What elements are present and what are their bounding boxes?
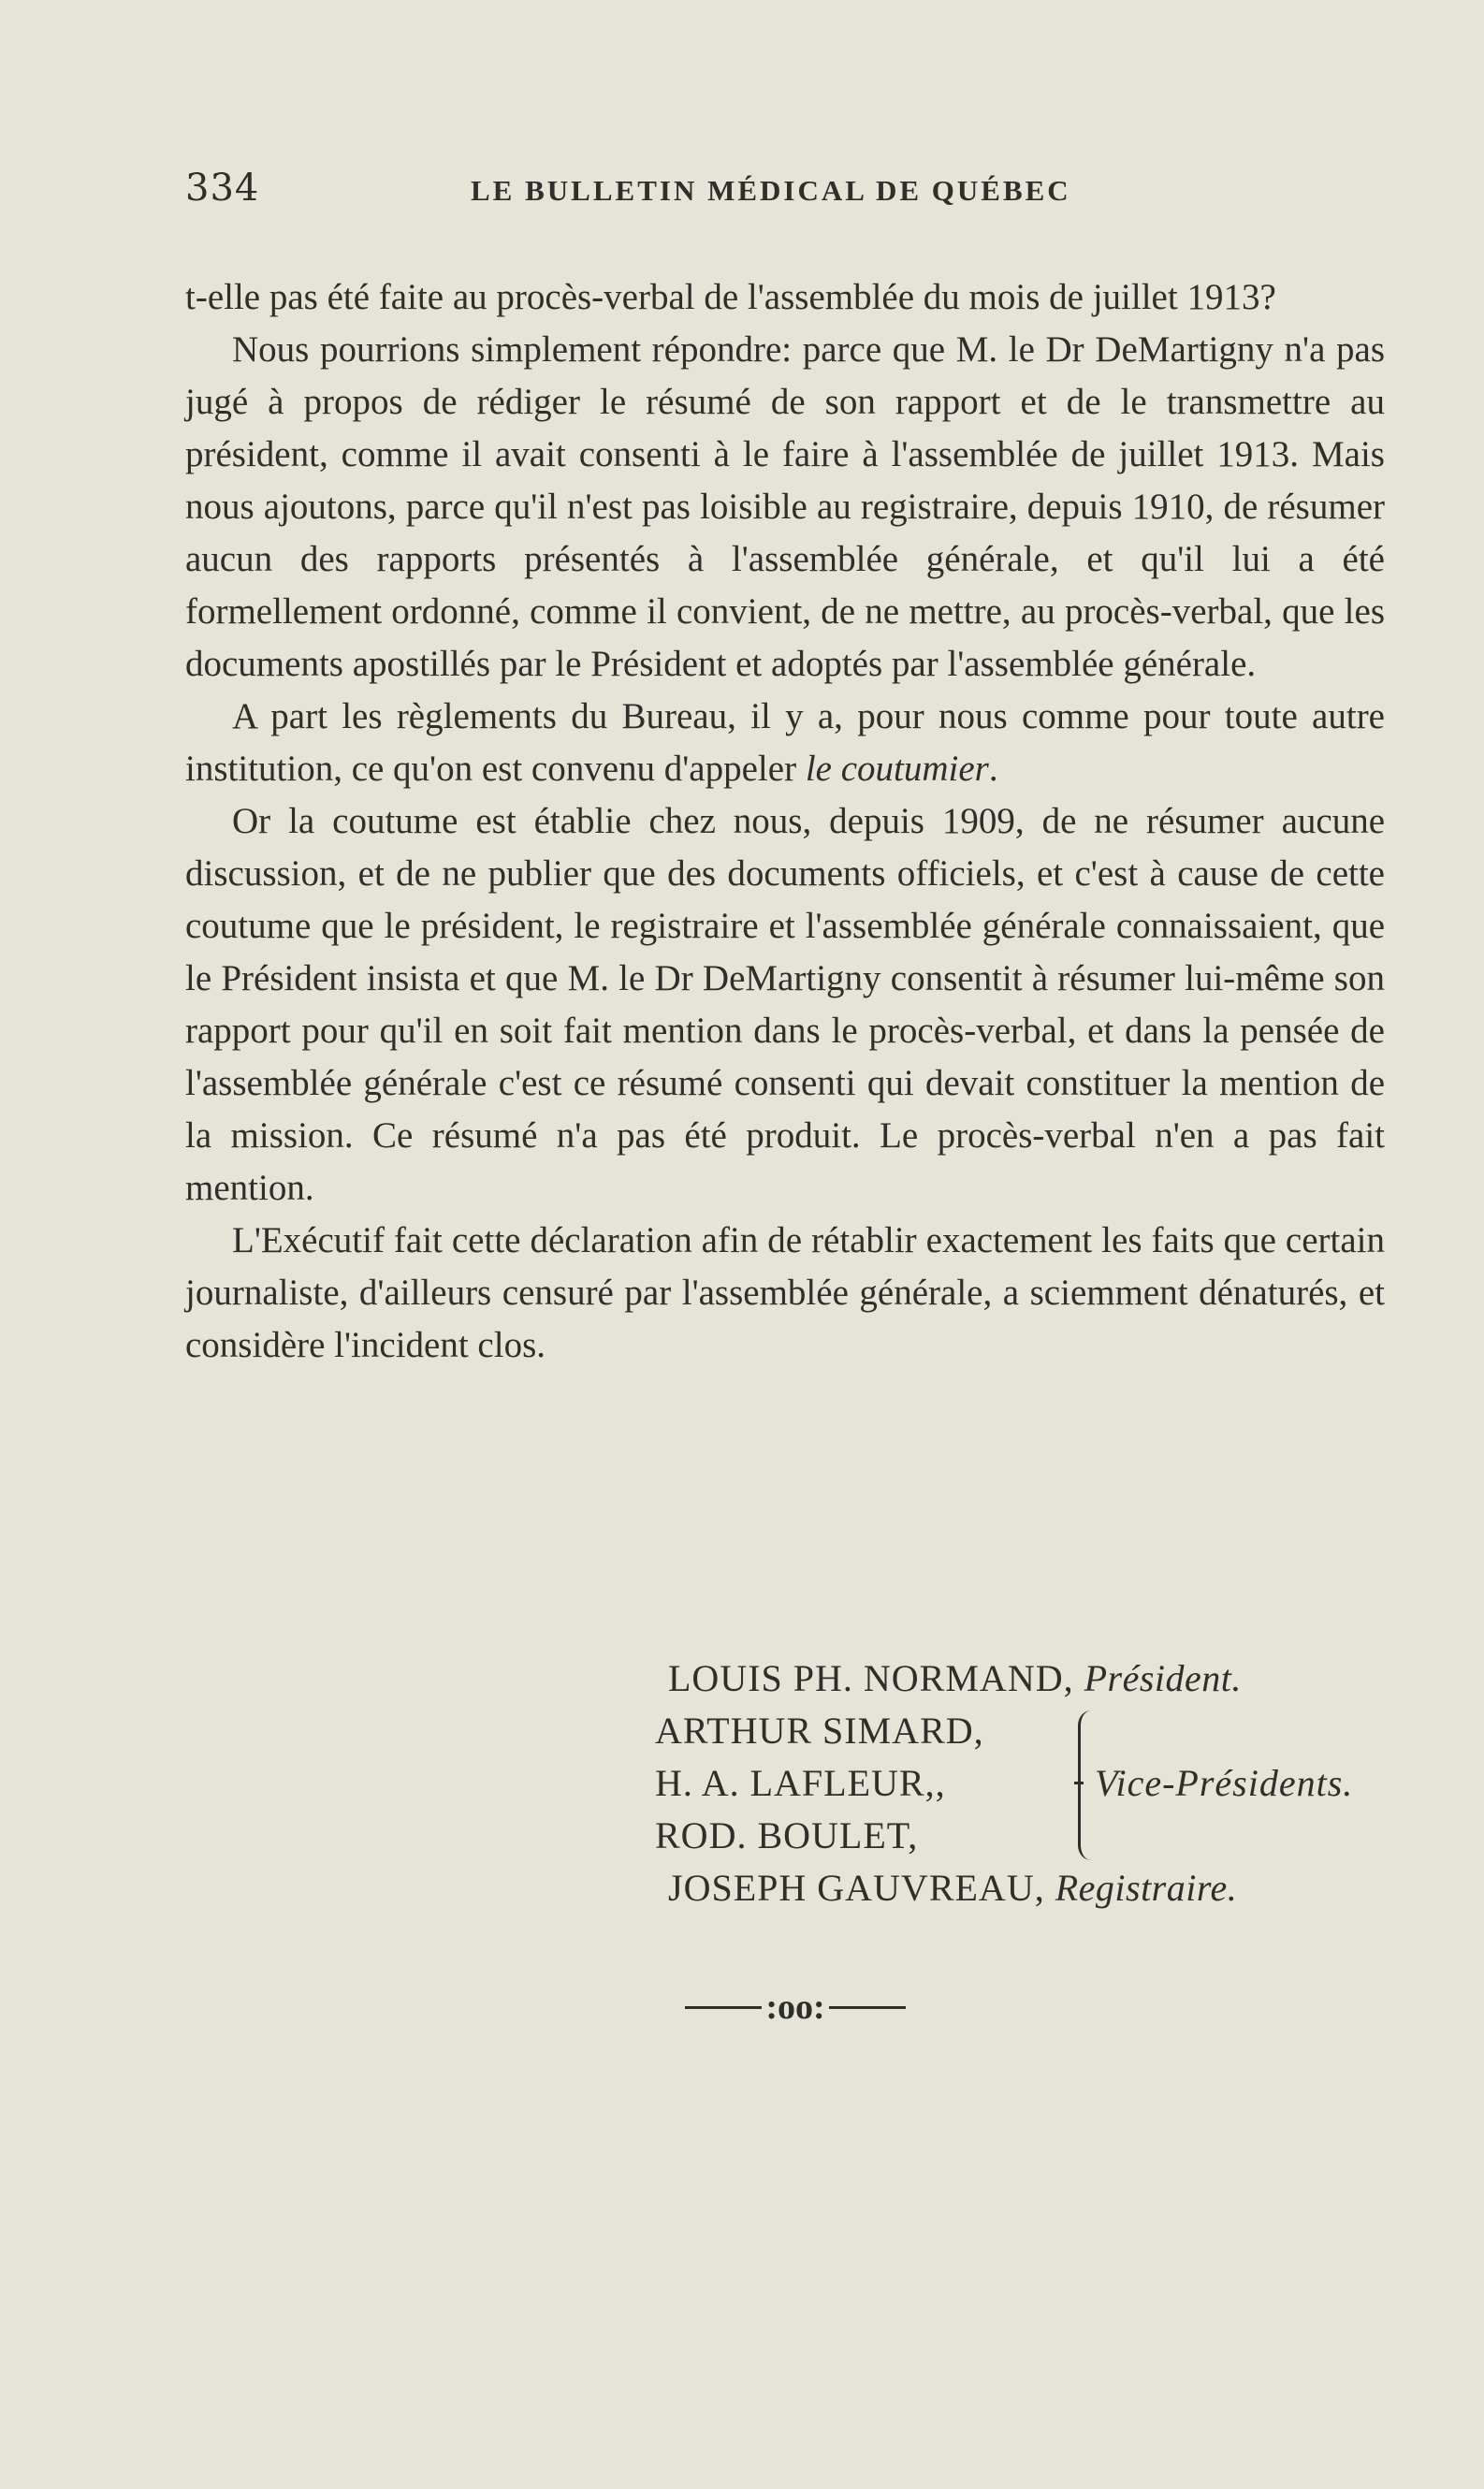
page-header — [185, 167, 1383, 223]
brace-tip — [1074, 1782, 1084, 1784]
signature-registrar — [668, 1862, 1237, 1914]
vice-presidents-brace — [1078, 1710, 1094, 1860]
president-title: Président. — [1084, 1657, 1242, 1699]
paragraph-3-end: . — [988, 749, 998, 789]
signature-vice-3: ROD. BOULET, — [655, 1814, 919, 1856]
registrar-title: Registraire. — [1055, 1867, 1238, 1909]
signature-vice-1: ARTHUR SIMARD, — [655, 1710, 984, 1752]
vice-presidents-title: Vice-Présidents. — [1095, 1762, 1354, 1804]
signature-president — [668, 1652, 1242, 1705]
ornament-glyph: :oo: — [765, 1987, 825, 2027]
ornament-rule-left — [685, 2006, 762, 2009]
page-number: 334 — [185, 167, 260, 210]
body-text — [185, 271, 1385, 1372]
paragraph-4: Or la coutume est établie chez nous, depuis 1909, de ne résumer aucune discussion, et de ne publier que des documents officiels, et c'est à cause de cette coutume que le président, le registraire et l'assemblée générale connaissaient, que le Président insista et que M. le Dr DeMartigny consentit à résumer lui-même son rapport pour qu'il en soit fait mention dans le procès-verbal, et dans la pensée de l'assemblée générale c'est ce résumé consenti qui devait constituer la mention de la mission. Ce résumé n'a pas été produit. Le procès-verbal n'en a pas fait mention. — [185, 801, 1385, 1208]
paragraph-1: t-elle pas été faite au procès-verbal de l'assemblée du mois de juillet 1913? — [185, 277, 1276, 317]
paragraph-5: L'Exécutif fait cette déclaration afin de rétablir exactement les faits que certain journaliste, d'ailleurs censuré par l'assemblée générale, a sciemment dénaturés, et considère l'incident clos. — [185, 1220, 1385, 1365]
paragraph-3 — [185, 691, 1385, 795]
italic-term: le coutumier — [805, 749, 989, 789]
running-title: LE BULLETIN MÉDICAL DE QUÉBEC — [471, 174, 1071, 207]
paragraph-3-text: A part les règlements du Bureau, il y a, pour nous comme pour toute autre institution, ce qu'on est convenu d'appeler — [185, 696, 1385, 789]
paragraph-2: Nous pourrions simplement répondre: parce que M. le Dr DeMartigny n'a pas jugé à propos de rédiger le résumé de son rapport et de le transmettre au président, comme il avait consenti à le faire à l'assemblée de juillet 1913. Mais nous ajoutons, parce qu'il n'est pas loisible au registraire, depuis 1910, de résumer aucun des rapports présentés à l'assemblée générale, et qu'il lui a été formellement ordonné, comme il convient, de ne mettre, au procès-verbal, que les documents apostillés par le Président et adoptés par l'assemblée générale. — [185, 329, 1385, 684]
ornament-rule-right — [829, 2006, 906, 2009]
signature-vice-2: H. A. LAFLEUR,, — [655, 1762, 946, 1804]
registrar-name: JOSEPH GAUVREAU, — [668, 1867, 1045, 1909]
section-end-ornament — [674, 1984, 917, 2030]
president-name: LOUIS PH. NORMAND, — [668, 1657, 1074, 1699]
